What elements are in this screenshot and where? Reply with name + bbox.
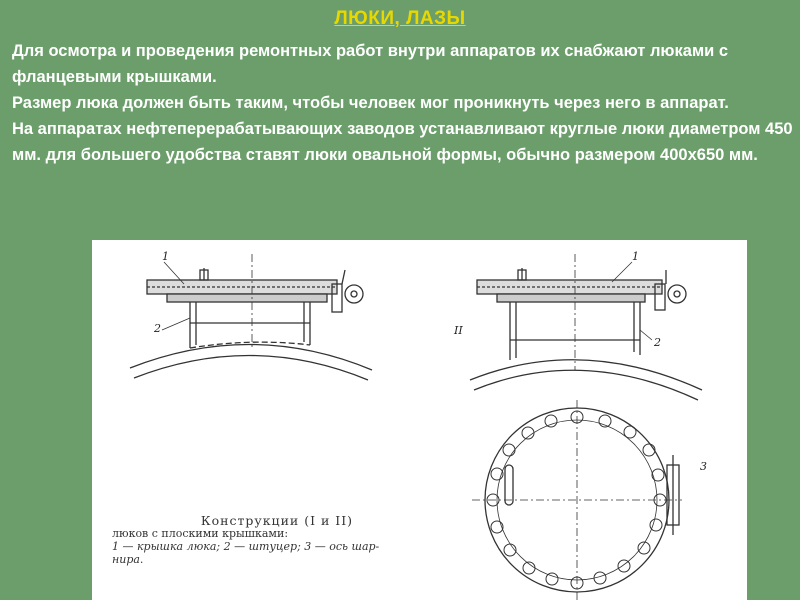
plan-view-drawing [472,400,682,600]
paragraph-1: Для осмотра и проведения ремонтных работ внутри аппаратов их снабжают люками с фланцевыми крышками. [12,42,729,86]
label-1-left: 1 [162,250,169,263]
drawing-2 [470,254,702,400]
caption-line-1: люков с плоскими крышками: [112,527,289,540]
label-1-right: 1 [632,250,639,263]
paragraph-3: На аппаратах нефтеперерабатывающих заводов устанавливают круглые люки диаметром 450 мм. для большего удобства ставят люки овальной формы, обычно размером 400х650 мм. [12,120,793,164]
paragraph-2: Размер люка должен быть таким, чтобы человек мог проникнуть через него в аппарат. [12,94,729,112]
manhole-drawing-figure [92,240,747,600]
label-3: 3 [700,460,707,473]
caption-line-3: нира. [112,553,144,566]
label-2-right: 2 [654,336,661,349]
caption-title: Конструкции (I и II) [200,513,354,528]
label-2-left: 2 [154,322,161,335]
body-text [12,38,797,168]
figure-caption [112,514,442,566]
label-roman-2: II [454,324,463,337]
page-title: ЛЮКИ, ЛАЗЫ [334,8,466,29]
drawing-1 [130,254,372,380]
caption-line-2: 1 — крышка люка; 2 — штуцер; 3 — ось шар- [112,540,380,553]
